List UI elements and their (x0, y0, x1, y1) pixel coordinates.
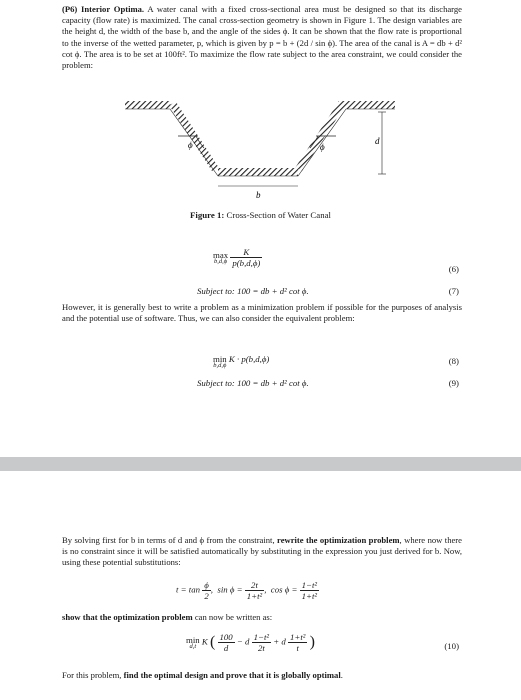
figure-caption-label: Figure 1: (190, 210, 225, 220)
final-paragraph-a: For this problem, (62, 670, 122, 680)
height-label: d (375, 136, 380, 146)
subs-t-num: ϕ (204, 580, 209, 590)
eq8-expression: K · p(b,d,ϕ) (228, 354, 270, 364)
subs-cos-den: 1+t² (301, 591, 318, 601)
eq6-operator (213, 250, 228, 265)
eq10-f3-num: 1+t² (290, 632, 306, 642)
show-paragraph-bold: show that the optimization problem (62, 612, 193, 622)
show-paragraph-rest: can now be written as: (194, 612, 273, 622)
eq6-numerator: K (230, 247, 262, 258)
show-paragraph (62, 612, 462, 623)
eq6-vars: b,d,ϕ (214, 258, 228, 265)
subs-sin-den: 1+t² (246, 591, 263, 601)
subs-sin-num: 2t (245, 580, 264, 591)
eq10-op-text: min (186, 635, 200, 645)
canal-outline (125, 109, 395, 176)
problem-label: (P6) Interior Optima. (62, 4, 145, 14)
subs-t-fraction (202, 580, 211, 601)
subs-cos-fraction (300, 580, 319, 601)
eq7-number: (7) (448, 286, 459, 296)
substitutions: t = tan $\frac{\phi}{2}$ , sin ϕ = $\frac{2t}{\text{1+t²}}$ , cos ϕ = $\frac{\text{1−t²}}{\text{1+t²}}$ (176, 580, 318, 601)
eq10-f2-num: 1−t² (253, 632, 270, 642)
subs-sin-fraction (245, 580, 264, 601)
right-slope-hatch (295, 103, 345, 171)
solve-paragraph-a: By solving first for b in terms of d and ϕ from the constraint, (62, 535, 275, 545)
eq10-close-paren: ) (309, 633, 315, 651)
equation-7: Subject to: 100 = db + d² cot ϕ. (197, 286, 309, 296)
figure-caption-text: Cross-Section of Water Canal (226, 210, 331, 220)
eq6-denominator: p(b,d,ϕ) (232, 258, 261, 268)
eq10-f1-num: 100 (219, 632, 233, 642)
eq10-fraction-1 (218, 632, 235, 653)
eq6-fraction (230, 247, 262, 268)
eq10-number: (10) (444, 641, 459, 651)
eq10-vars: d,t (189, 643, 197, 650)
final-paragraph-c: . (340, 670, 343, 680)
equation-6 (213, 247, 262, 268)
eq10-f2-den: 2t (257, 643, 265, 653)
base-hatch (218, 168, 298, 176)
eq10-minus-d: − d (236, 636, 250, 647)
page-divider (0, 457, 521, 471)
subs-t-den: 2 (204, 591, 209, 601)
eq8-vars: b,d,ϕ (213, 362, 227, 369)
minimization-paragraph: However, it is generally best to write a problem as a minimization problem if possible for the purposes of analysis and the potential use of software. Thus, we can also consider the equivalent problem: (62, 302, 462, 324)
figure-caption (0, 210, 521, 220)
problem-intro: A water canal with a fixed cross-sectional area must be designed so that its discharge capacity (flow rate) is maximized. The canal cross-section geometry is shown in Figure 1. The design variables are the height d, the width of the base b, and the angle of the sides ϕ. It can be shown that the flow rate is proportional to the inverse of the wetted parameter, p, which is given by p = b + (2d / sin ϕ). The area of the canal is A = db + d² cot ϕ. The area is to be set at 100ft². To maximize the flow rate subject to the area constraint, we could consider the problem: (62, 4, 462, 71)
phi-right-label: ϕ (320, 142, 325, 152)
subs-cos-num: 1−t² (301, 580, 318, 590)
eq10-fraction-3 (288, 632, 307, 653)
subs-t-lhs: t = tan (176, 584, 201, 595)
eq6-number: (6) (448, 264, 459, 274)
eq9-number: (9) (448, 378, 459, 388)
eq6-op-text: max (213, 250, 229, 260)
final-paragraph (62, 670, 462, 681)
eq10-open-paren: ( (209, 633, 216, 651)
left-bank-hatch (125, 101, 170, 109)
eq10-f3-den: t (296, 643, 299, 653)
solve-paragraph (62, 535, 462, 569)
eq8-op-text: min (213, 354, 227, 364)
base-label: b (256, 190, 261, 200)
eq10-f1-den: d (223, 643, 229, 653)
equation-9: Subject to: 100 = db + d² cot ϕ. (197, 378, 309, 388)
eq10-operator (186, 635, 200, 650)
eq10-plus-d: + d (273, 636, 286, 647)
subs-sin-lhs: sin ϕ = (217, 584, 243, 595)
equation-10 (186, 632, 315, 653)
problem-statement (62, 4, 462, 71)
right-bank-hatch (338, 101, 395, 109)
eq8-number: (8) (448, 356, 459, 366)
phi-left-label: ϕ (188, 140, 193, 150)
equation-8 (213, 354, 269, 369)
solve-paragraph-c: , where now there is no constraint since it will be satisfied automatically by substituting in the expression you just derived for b. Now, using these potential substitutions: (62, 535, 462, 568)
left-slope-hatch (169, 102, 219, 171)
solve-paragraph-bold: rewrite the optimization problem (277, 535, 400, 545)
eq10-k: K (201, 636, 208, 647)
final-paragraph-bold: find the optimal design and prove that it is globally optimal (123, 670, 341, 680)
subs-cos-lhs: cos ϕ = (270, 584, 298, 595)
eq8-operator (213, 354, 227, 369)
canal-cross-section-figure (120, 92, 405, 202)
eq10-fraction-2 (252, 632, 271, 653)
